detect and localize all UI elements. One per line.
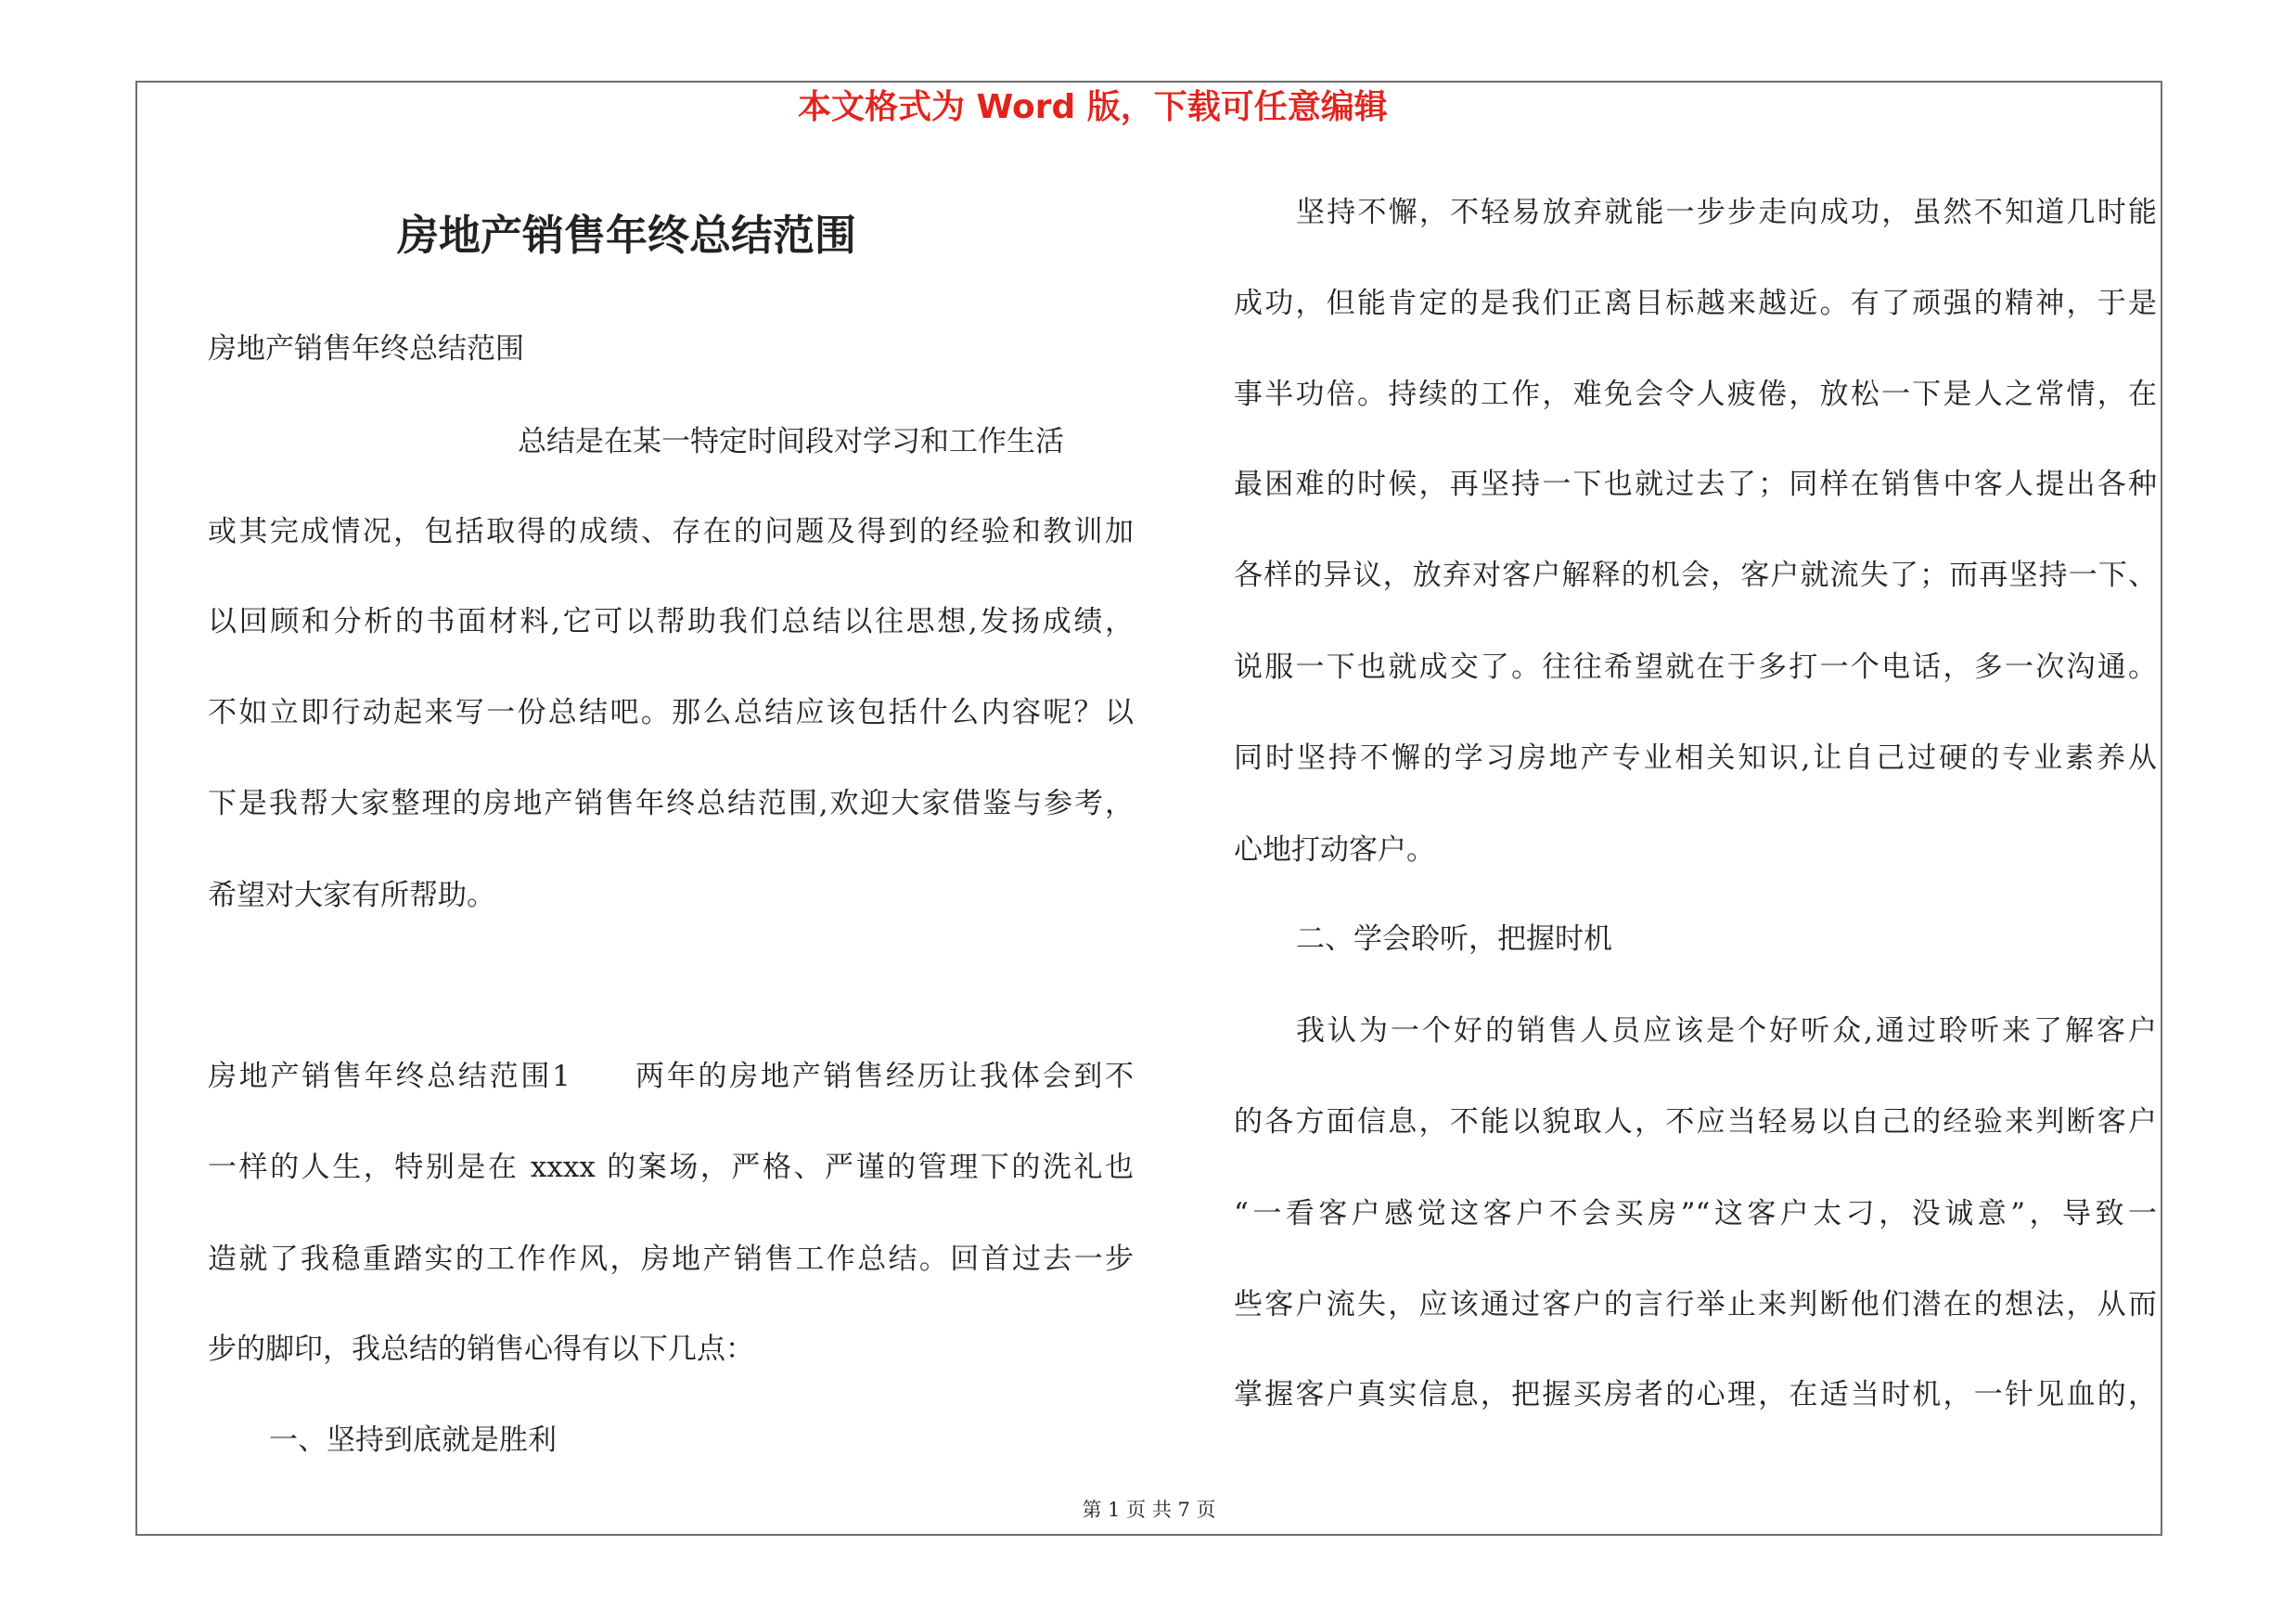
page-number-footer: 第 1 页 共 7 页 bbox=[1082, 1499, 1216, 1521]
paragraph-line: 心地打动客户。 bbox=[1234, 833, 1435, 867]
paragraph-line: 一样的人生，特别是在 xxxx 的案场，严格、严谨的管理下的洗礼也 bbox=[208, 1151, 1134, 1184]
paragraph-line: 成功，但能肯定的是我们正离目标越来越近。有了顽强的精神，于是 bbox=[1234, 287, 2157, 320]
paragraph-line: 以回顾和分析的书面材料,它可以帮助我们总结以往思想,发扬成绩， bbox=[208, 605, 1134, 638]
paragraph-line: 房地产销售年终总结范围1 两年的房地产销售经历让我体会到不 bbox=[208, 1060, 1134, 1093]
section-heading: 一、坚持到底就是胜利 bbox=[269, 1423, 557, 1457]
paragraph-line: 的各方面信息，不能以貌取人，不应当轻易以自己的经验来判断客户 bbox=[1234, 1105, 2157, 1139]
paragraph-line: 坚持不懈，不轻易放弃就能一步步走向成功，虽然不知道几时能 bbox=[1296, 196, 2157, 229]
section-heading: 二、学会聆听，把握时机 bbox=[1296, 922, 1612, 956]
format-notice-banner: 本文格式为 Word 版，下载可任意编辑 bbox=[798, 88, 1388, 126]
paragraph-line: 或其完成情况，包括取得的成绩、存在的问题及得到的经验和教训加 bbox=[208, 515, 1134, 548]
paragraph-line: 下是我帮大家整理的房地产销售年终总结范围,欢迎大家借鉴与参考， bbox=[208, 787, 1134, 820]
paragraph-line: 各样的异议，放弃对客户解释的机会，客户就流失了；而再坚持一下、 bbox=[1234, 559, 2157, 592]
paragraph-line: 不如立即行动起来写一份总结吧。那么总结应该包括什么内容呢？以 bbox=[208, 696, 1134, 729]
paragraph-line: 同时坚持不懈的学习房地产专业相关知识,让自己过硬的专业素养从 bbox=[1234, 741, 2157, 775]
paragraph-line: 房地产销售年终总结范围 bbox=[208, 332, 524, 366]
paragraph-line: 希望对大家有所帮助。 bbox=[208, 879, 495, 912]
document-title: 房地产销售年终总结范围 bbox=[397, 211, 857, 260]
paragraph-line: 总结是在某一特定时间段对学习和工作生活 bbox=[518, 425, 1064, 458]
paragraph-line: 造就了我稳重踏实的工作作风，房地产销售工作总结。回首过去一步 bbox=[208, 1243, 1134, 1276]
paragraph-line: 步的脚印，我总结的销售心得有以下几点： bbox=[208, 1333, 754, 1366]
paragraph-line: 说服一下也就成交了。往往希望就在于多打一个电话，多一次沟通。 bbox=[1234, 650, 2157, 684]
paragraph-line: 最困难的时候，再坚持一下也就过去了；同样在销售中客人提出各种 bbox=[1234, 468, 2157, 501]
paragraph-line: 些客户流失，应该通过客户的言行举止来判断他们潜在的想法，从而 bbox=[1234, 1288, 2157, 1321]
paragraph-line: 掌握客户真实信息，把握买房者的心理，在适当时机，一针见血的， bbox=[1234, 1378, 2157, 1411]
paragraph-line: 事半功倍。持续的工作，难免会令人疲倦，放松一下是人之常情，在 bbox=[1234, 378, 2157, 411]
paragraph-line: “一看客户感觉这客户不会买房”“这客户太刁，没诚意”，导致一 bbox=[1234, 1197, 2157, 1230]
paragraph-line: 我认为一个好的销售人员应该是个好听众,通过聆听来了解客户 bbox=[1296, 1014, 2157, 1048]
